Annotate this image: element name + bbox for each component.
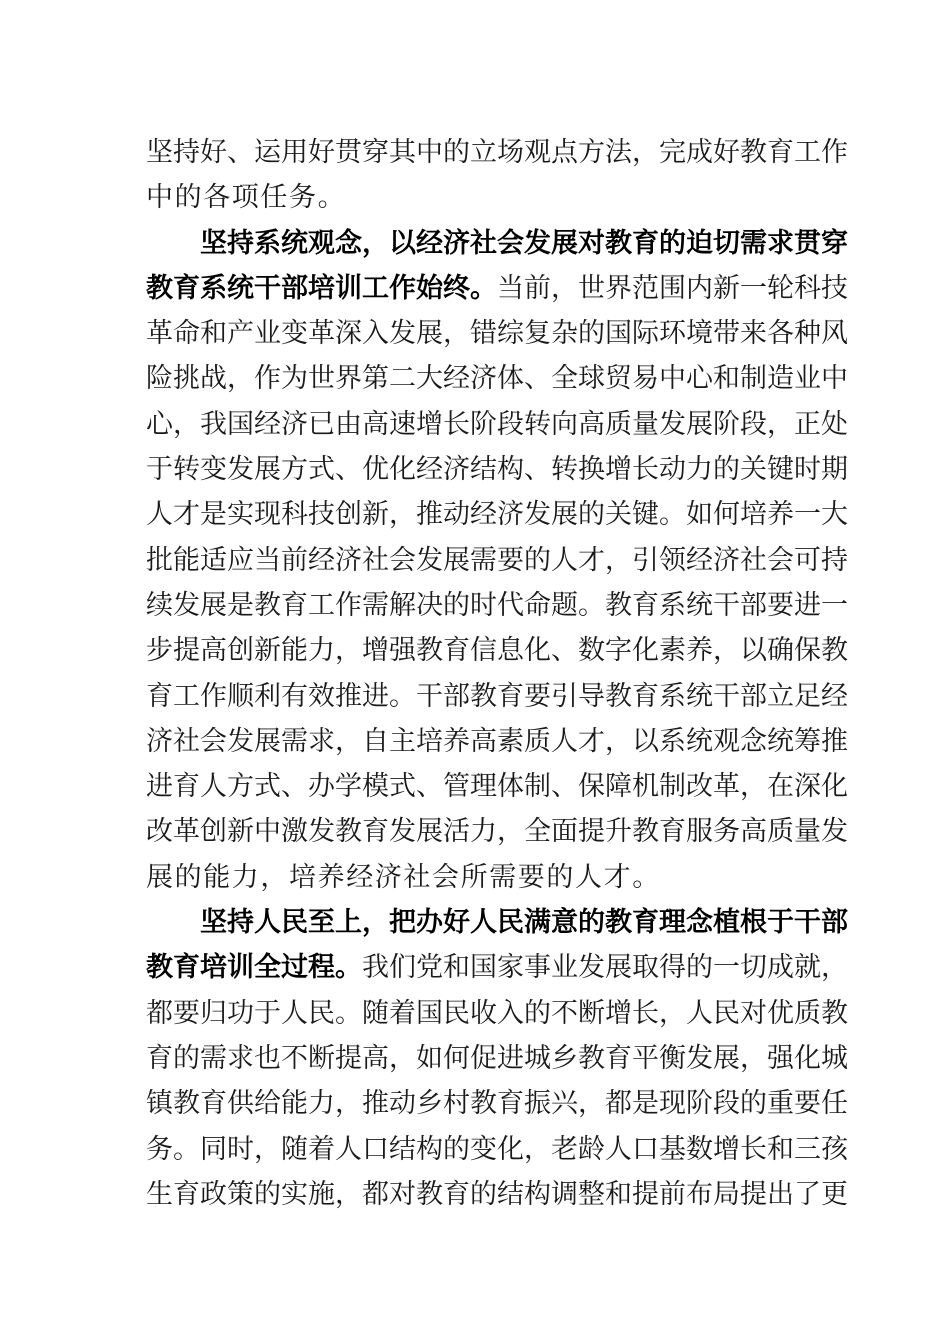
paragraph-2-line-14 — [146, 809, 848, 854]
paragraph-3-line-6 — [146, 1127, 848, 1172]
paragraph-2-line-12 — [146, 719, 848, 764]
body-sentence: 于转变发展方式、优化经济结构、转换增长动力的关键时期 — [146, 454, 848, 486]
paragraph-2-line-9 — [146, 583, 848, 628]
body-sentence: 批能适应当前经济社会发展需要的人才，引领经济社会可持 — [146, 544, 848, 576]
paragraph-2-line-2 — [146, 266, 848, 311]
body-sentence: 我们党和国家事业发展取得的一切成就， — [362, 952, 848, 984]
paragraph-3-line-4 — [146, 1036, 848, 1081]
body-sentence: 务。同时，随着人口结构的变化，老龄人口基数增长和三孩 — [146, 1133, 848, 1165]
bold-lead-sentence: 教育系统干部培训工作始终。 — [146, 272, 497, 304]
paragraph-1-line-2 — [146, 175, 810, 220]
paragraph-3-line-7 — [146, 1172, 848, 1217]
body-sentence: 险挑战，作为世界第二大经济体、全球贸易中心和制造业中 — [146, 363, 848, 395]
paragraph-2-line-3 — [146, 311, 848, 356]
body-sentence: 育的需求也不断提高，如何促进城乡教育平衡发展，强化城 — [146, 1042, 848, 1074]
paragraph-2-line-8 — [146, 538, 848, 583]
body-sentence: 镇教育供给能力，推动乡村教育振兴，都是现阶段的重要任 — [146, 1088, 848, 1120]
body-sentence: 改革创新中激发教育发展活力，全面提升教育服务高质量发 — [146, 816, 848, 848]
paragraph-2-line-6 — [146, 447, 848, 492]
bold-lead-sentence: 坚持系统观念，以经济社会发展对教育的迫切需求贯穿 — [200, 227, 848, 259]
paragraph-3-line-1 — [146, 900, 848, 945]
body-sentence: 中的各项任务。 — [146, 182, 347, 214]
paragraph-3-line-5 — [146, 1081, 848, 1126]
body-sentence: 当前，世界范围内新一轮科技 — [497, 272, 848, 304]
body-sentence: 济社会发展需求，自主培养高素质人才，以系统观念统筹推 — [146, 725, 848, 757]
bold-lead-sentence: 教育培训全过程。 — [146, 952, 362, 984]
body-sentence: 步提高创新能力，增强教育信息化、数字化素养，以确保教 — [146, 635, 848, 667]
paragraph-2-line-13 — [146, 764, 848, 809]
body-sentence: 育工作顺利有效推进。干部教育要引导教育系统干部立足经 — [146, 680, 848, 712]
paragraph-3-line-2 — [146, 945, 848, 990]
body-sentence: 都要归功于人民。随着国民收入的不断增长，人民对优质教 — [146, 997, 848, 1029]
paragraph-3-line-3 — [146, 991, 848, 1036]
body-sentence: 人才是实现科技创新，推动经济发展的关键。如何培养一大 — [146, 499, 848, 531]
paragraph-2-line-7 — [146, 492, 848, 537]
body-text — [146, 130, 848, 1217]
body-sentence: 坚持好、运用好贯穿其中的立场观点方法，完成好教育工作 — [146, 137, 848, 168]
body-sentence: 展的能力，培养经济社会所需要的人才。 — [146, 861, 661, 893]
body-sentence: 心，我国经济已由高速增长阶段转向高质量发展阶段，正处 — [146, 408, 848, 440]
body-sentence: 革命和产业变革深入发展，错综复杂的国际环境带来各种风 — [146, 318, 848, 350]
body-sentence: 生育政策的实施，都对教育的结构调整和提前布局提出了更 — [146, 1178, 848, 1210]
paragraph-2-line-4 — [146, 356, 848, 401]
bold-lead-sentence: 坚持人民至上，把办好人民满意的教育理念植根于干部 — [200, 907, 848, 939]
paragraph-1-line-1 — [146, 130, 848, 175]
paragraph-2-line-15 — [146, 855, 810, 900]
paragraph-2-line-5 — [146, 402, 848, 447]
paragraph-2-line-10 — [146, 628, 848, 673]
paragraph-2-line-1 — [146, 221, 848, 266]
body-sentence: 续发展是教育工作需解决的时代命题。教育系统干部要进一 — [146, 589, 848, 621]
body-sentence: 进育人方式、办学模式、管理体制、保障机制改革，在深化 — [146, 771, 848, 803]
paragraph-2-line-11 — [146, 674, 848, 719]
